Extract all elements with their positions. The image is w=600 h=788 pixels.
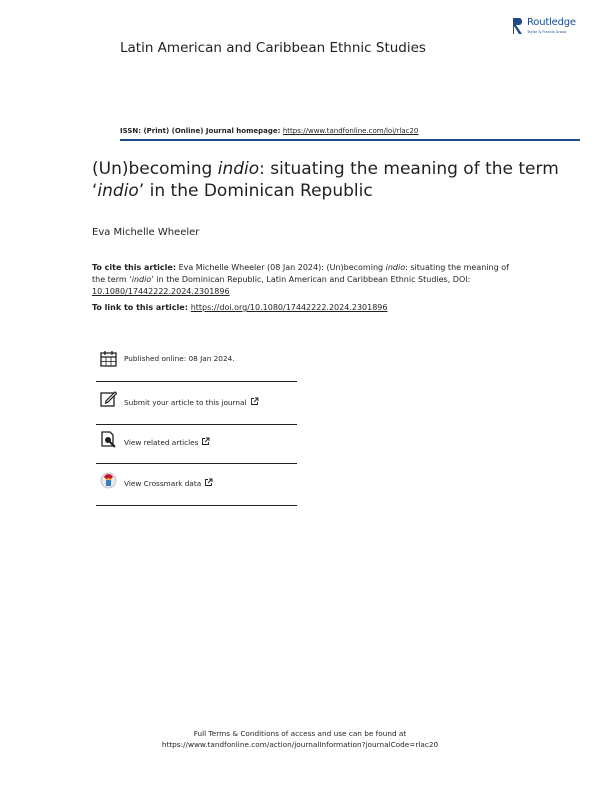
- issn-label: ISSN: (Print) (Online) Journal homepage:: [120, 127, 283, 135]
- doi-link[interactable]: 10.1080/17442222.2024.2301896: [92, 287, 230, 296]
- related-articles-link[interactable]: [96, 431, 296, 451]
- routledge-r-icon: [511, 16, 525, 36]
- submit-article-label: Submit your article to this journal: [124, 398, 247, 407]
- article-link-line: [92, 303, 388, 312]
- title-text: (Un)becoming: [92, 159, 218, 179]
- publisher-tagline: Taylor & Francis Group: [527, 30, 567, 34]
- publisher-logo[interactable]: [511, 16, 593, 40]
- header-divider: [120, 139, 580, 141]
- external-link-icon: [204, 478, 213, 487]
- related-articles-icon: [100, 431, 117, 448]
- submit-article-link[interactable]: [96, 390, 296, 410]
- crossmark-label: View Crossmark data: [124, 479, 202, 488]
- crossmark-icon: [100, 472, 117, 489]
- edit-icon: [100, 390, 117, 407]
- citation-italic: indio: [385, 263, 406, 272]
- footer-terms-text: Full Terms & Conditions of access and use can be found at: [193, 729, 407, 738]
- citation-label: To cite this article:: [92, 263, 177, 272]
- citation-block: [92, 262, 517, 298]
- citation-text: : situating the meaning of the term ‘: [92, 263, 509, 284]
- journal-title: Latin American and Caribbean Ethnic Studies: [120, 40, 426, 56]
- title-text: : situating the meaning of the term ‘: [92, 159, 559, 201]
- title-italic: indio: [217, 159, 260, 179]
- external-link-icon: [201, 437, 210, 446]
- published-online-text: Published online: 08 Jan 2024.: [124, 354, 235, 363]
- footer-terms-url[interactable]: https://www.tandfonline.com/action/journalInformation?journalCode=rlac20: [161, 740, 439, 749]
- published-online-row: [96, 350, 296, 370]
- article-title: [92, 158, 562, 202]
- author-name: Eva Michelle Wheeler: [92, 227, 200, 238]
- journal-homepage-link[interactable]: https://www.tandfonline.com/loi/rlac20: [282, 127, 419, 135]
- divider: [96, 505, 297, 506]
- calendar-icon: [100, 350, 117, 367]
- footer: [0, 728, 600, 750]
- divider: [96, 463, 297, 464]
- citation-italic: indio: [131, 275, 152, 284]
- citation-text: ’ in the Dominican Republic, Latin American and Caribbean Ethnic Studies, DOI:: [151, 275, 471, 284]
- article-doi-url[interactable]: https://doi.org/10.1080/17442222.2024.2301896: [190, 303, 388, 312]
- title-text: ’ in the Dominican Republic: [138, 181, 373, 201]
- citation-text: Eva Michelle Wheeler (08 Jan 2024): (Un)becoming: [176, 263, 386, 272]
- related-articles-text: [124, 437, 210, 447]
- submit-article-text: [124, 397, 259, 407]
- divider: [96, 381, 297, 382]
- publisher-name: Routledge: [527, 17, 576, 28]
- crossmark-text: [124, 478, 213, 488]
- issn-line: [120, 127, 418, 135]
- divider: [96, 424, 297, 425]
- crossmark-link[interactable]: [96, 472, 296, 492]
- title-italic: indio: [97, 181, 139, 201]
- related-articles-label: View related articles: [124, 438, 199, 447]
- link-label: To link to this article:: [92, 303, 191, 312]
- external-link-icon: [250, 397, 259, 406]
